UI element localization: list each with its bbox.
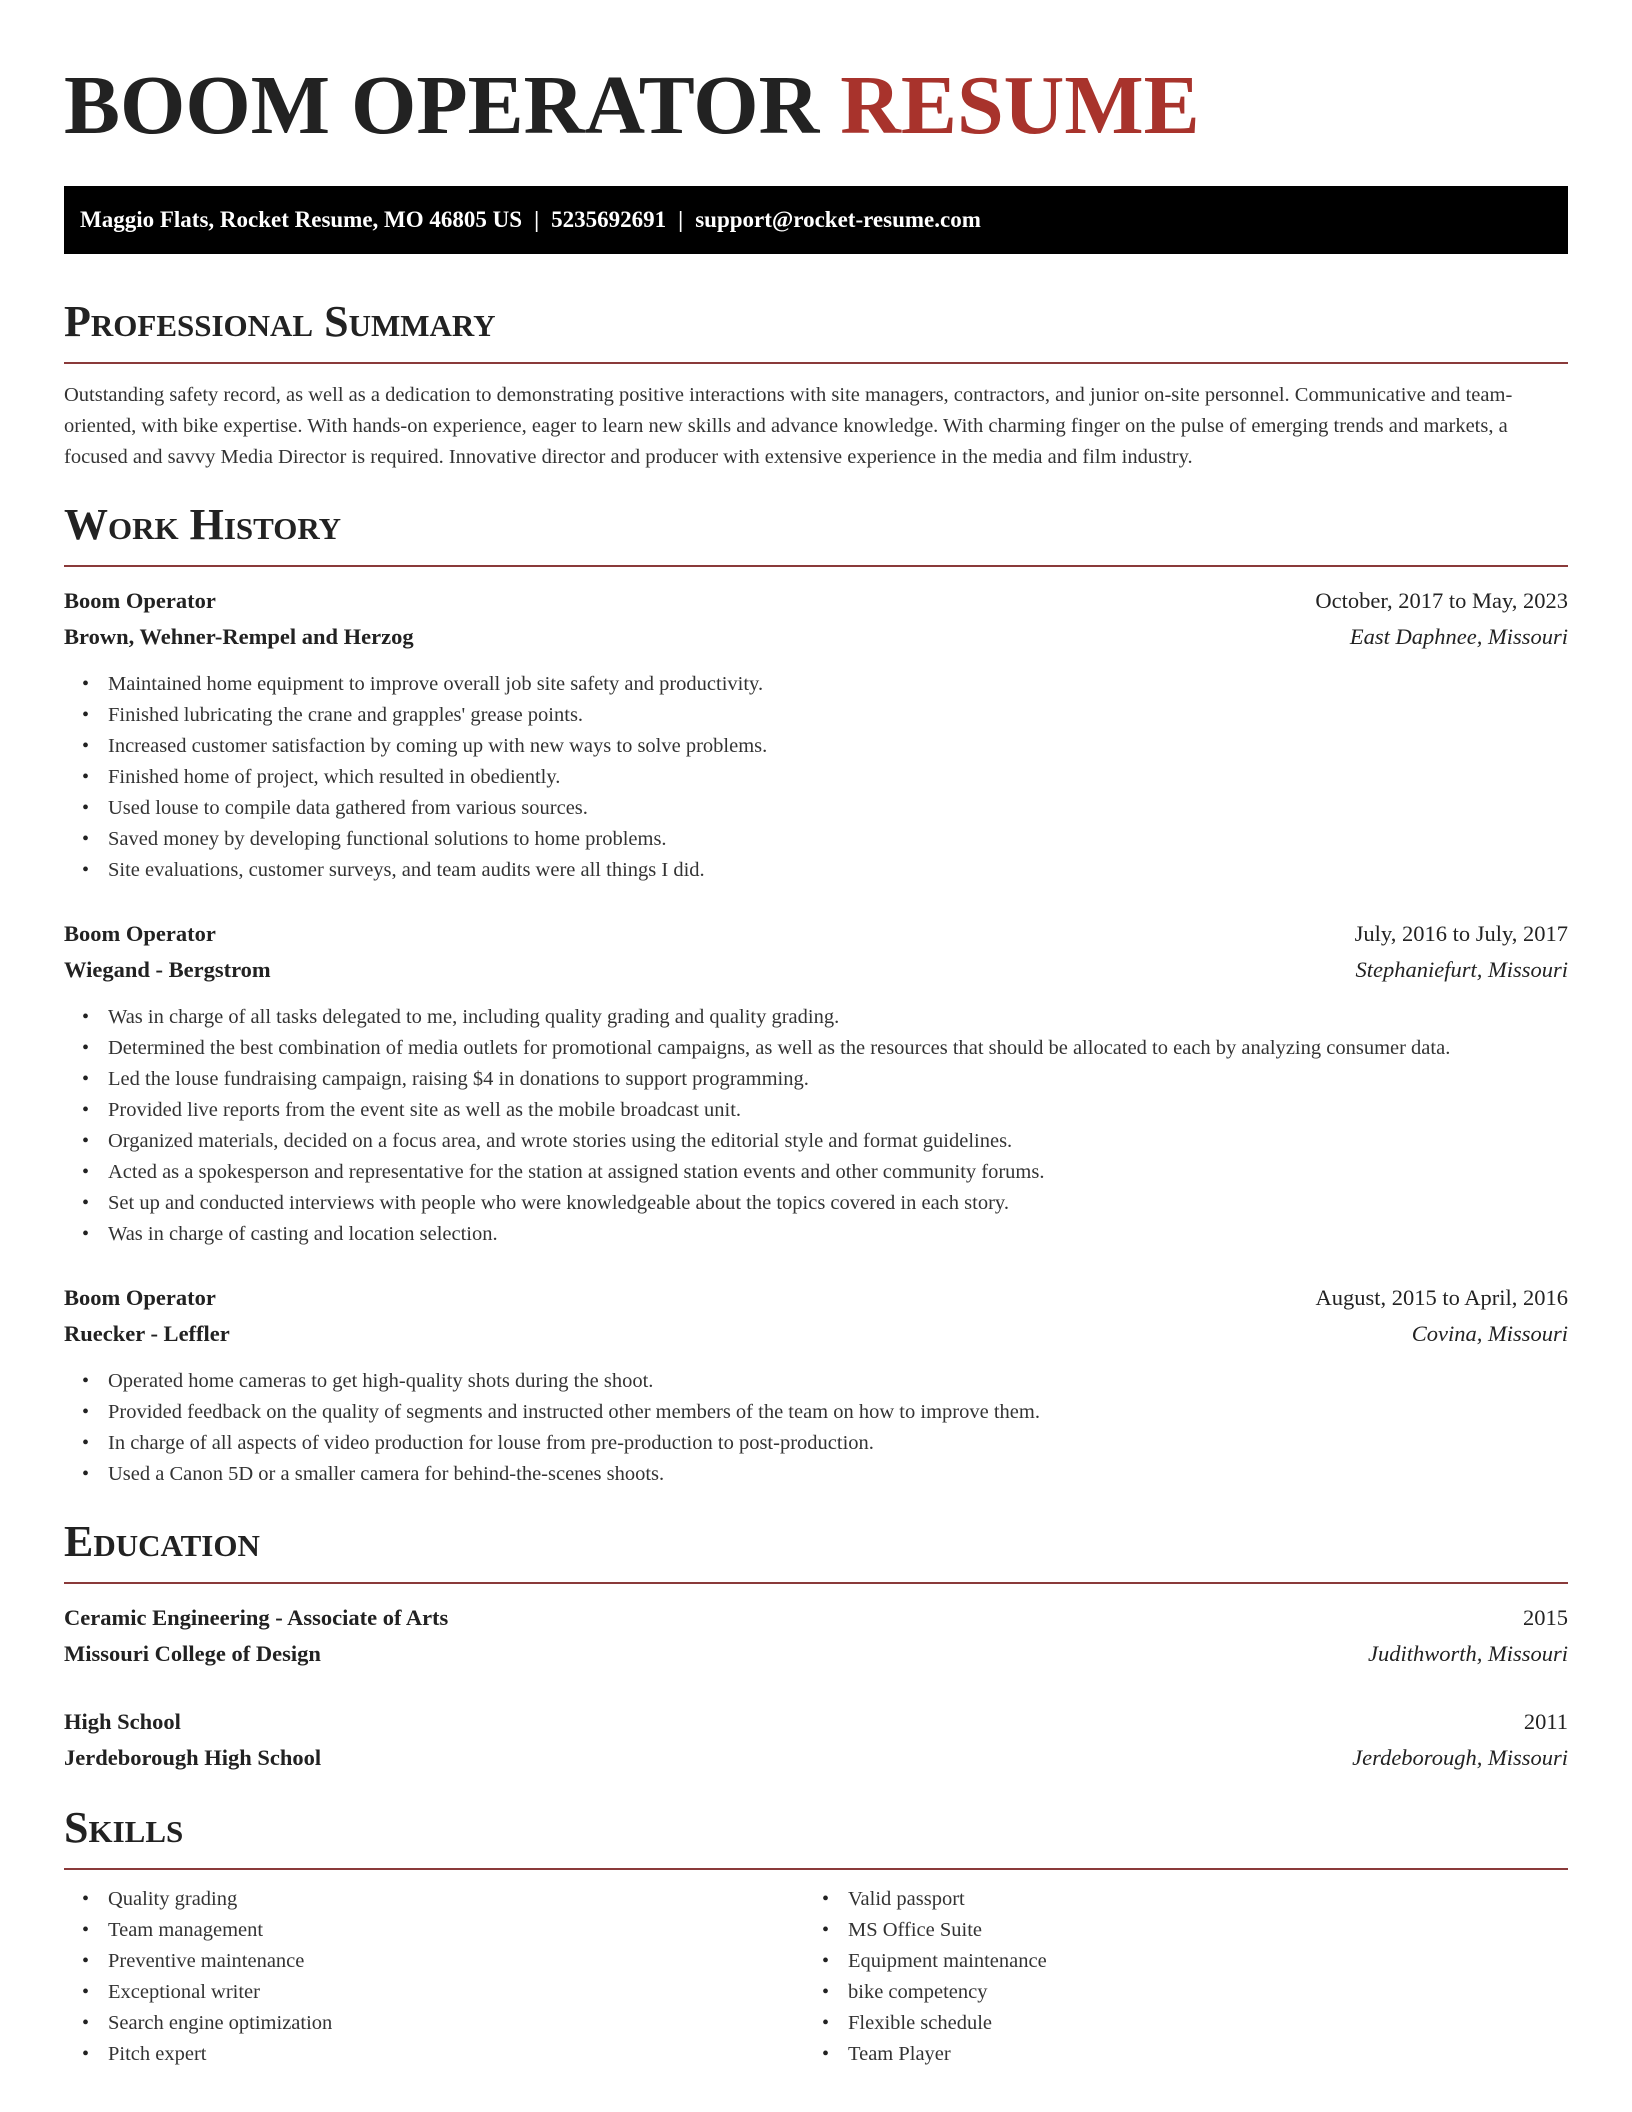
summary-heading: Professional Summary <box>64 297 496 346</box>
job-company-row <box>64 1316 1568 1352</box>
bullet-icon: • <box>82 1099 90 1121</box>
list-item <box>804 2008 1544 2039</box>
contact-email[interactable]: support@rocket-resume.com <box>695 207 981 232</box>
bullet-icon: • <box>82 673 90 695</box>
bullet-text: In charge of all aspects of video production for louse from pre-production to post-production. <box>108 1432 874 1454</box>
list-item <box>64 1188 1568 1219</box>
job-entry <box>64 583 1568 886</box>
job-location: Stephaniefurt, Missouri <box>1355 957 1568 982</box>
list-item <box>64 2008 804 2039</box>
list-item <box>64 1946 804 1977</box>
bullet-icon: • <box>822 1919 830 1941</box>
section-divider <box>64 1582 1568 1584</box>
job-dates: July, 2016 to July, 2017 <box>1354 921 1568 946</box>
work-section <box>64 497 1568 1490</box>
bullet-icon: • <box>82 1401 90 1423</box>
job-company: Ruecker - Leffler <box>64 1321 230 1346</box>
bullet-icon: • <box>82 1432 90 1454</box>
bullet-icon: • <box>82 1006 90 1028</box>
skills-list <box>804 1884 1544 2070</box>
bullet-icon: • <box>82 1981 90 2003</box>
list-item <box>64 731 1568 762</box>
bullet-text: Used louse to compile data gathered from various sources. <box>108 797 588 819</box>
education-entry <box>64 1600 1568 1672</box>
list-item <box>64 1977 804 2008</box>
bullet-text: Saved money by developing functional solutions to home problems. <box>108 828 667 850</box>
bullet-icon: • <box>822 1888 830 1910</box>
education-section <box>64 1514 1568 1776</box>
bullet-text: Provided feedback on the quality of segments and instructed other members of the team on how to improve them. <box>108 1401 1040 1423</box>
bullet-icon: • <box>82 797 90 819</box>
bullet-icon: • <box>82 2043 90 2065</box>
bullet-icon: • <box>822 1981 830 2003</box>
skills-column-left <box>64 1884 804 2070</box>
job-dates: August, 2015 to April, 2016 <box>1315 1285 1568 1310</box>
bullet-text: Finished home of project, which resulted in obediently. <box>108 766 561 788</box>
education-header-row <box>64 1600 1568 1636</box>
bullet-icon: • <box>82 1370 90 1392</box>
bullet-icon: • <box>82 1161 90 1183</box>
education-school: Jerdeborough High School <box>64 1745 322 1770</box>
bullet-icon: • <box>82 828 90 850</box>
education-header-row <box>64 1704 1568 1740</box>
list-item <box>64 1459 1568 1490</box>
skills-heading: Skills <box>64 1803 184 1852</box>
bullet-icon: • <box>82 766 90 788</box>
skill-text: Valid passport <box>848 1888 965 1910</box>
list-item <box>64 855 1568 886</box>
list-item <box>804 1977 1544 2008</box>
education-year: 2015 <box>1523 1605 1568 1630</box>
list-item <box>64 1366 1568 1397</box>
bullet-icon: • <box>82 1888 90 1910</box>
job-company-row <box>64 952 1568 988</box>
bullet-icon: • <box>82 859 90 881</box>
job-title: Boom Operator <box>64 588 216 613</box>
list-item <box>64 1157 1568 1188</box>
bullet-text: Was in charge of casting and location selection. <box>108 1223 498 1245</box>
skill-text: Flexible schedule <box>848 2012 993 2034</box>
list-item <box>64 1064 1568 1095</box>
job-header-row <box>64 916 1568 952</box>
job-company: Brown, Wehner-Rempel and Herzog <box>64 624 414 649</box>
bullet-icon: • <box>82 1192 90 1214</box>
education-school-row <box>64 1636 1568 1672</box>
job-title: Boom Operator <box>64 921 216 946</box>
skill-text: Quality grading <box>108 1888 238 1910</box>
education-location: Judithworth, Missouri <box>1367 1641 1568 1666</box>
list-item <box>804 2039 1544 2070</box>
bullet-icon: • <box>822 1950 830 1972</box>
job-company: Wiegand - Bergstrom <box>64 957 271 982</box>
job-entry <box>64 916 1568 1250</box>
bullet-icon: • <box>82 1919 90 1941</box>
work-heading: Work History <box>64 500 342 549</box>
bullet-icon: • <box>82 1130 90 1152</box>
bullet-text: Increased customer satisfaction by coming up with new ways to solve problems. <box>108 735 768 757</box>
list-item <box>64 762 1568 793</box>
job-title: Boom Operator <box>64 1285 216 1310</box>
skill-text: Exceptional writer <box>108 1981 260 2003</box>
bullet-text: Used a Canon 5D or a smaller camera for behind-the-scenes shoots. <box>108 1463 665 1485</box>
list-item <box>64 1915 804 1946</box>
skill-text: Pitch expert <box>108 2043 207 2065</box>
education-degree: High School <box>64 1709 181 1734</box>
education-degree: Ceramic Engineering - Associate of Arts <box>64 1605 449 1630</box>
skill-text: Team Player <box>848 2043 951 2065</box>
bullet-icon: • <box>82 735 90 757</box>
list-item <box>64 1002 1568 1033</box>
list-item <box>64 1126 1568 1157</box>
job-location: Covina, Missouri <box>1411 1321 1568 1346</box>
title-accent: RESUME <box>840 59 1200 152</box>
job-header-row <box>64 583 1568 619</box>
list-item <box>64 824 1568 855</box>
skill-text: Equipment maintenance <box>848 1950 1047 1972</box>
job-bullets <box>64 669 1568 886</box>
skills-column-right <box>804 1884 1544 2070</box>
bullet-icon: • <box>82 1950 90 1972</box>
bullet-text: Finished lubricating the crane and grapples' grease points. <box>108 704 584 726</box>
job-entry <box>64 1280 1568 1490</box>
list-item <box>64 1428 1568 1459</box>
bullet-icon: • <box>82 1068 90 1090</box>
skill-text: Preventive maintenance <box>108 1950 305 1972</box>
contact-address: Maggio Flats, Rocket Resume, MO 46805 US <box>80 207 523 232</box>
resume-title <box>64 0 1568 156</box>
skills-section <box>64 1800 1568 2070</box>
list-item <box>64 2039 804 2070</box>
bullet-icon: • <box>822 2012 830 2034</box>
bullet-text: Set up and conducted interviews with people who were knowledgeable about the topics covered in each story. <box>108 1192 1009 1214</box>
bullet-icon: • <box>82 1037 90 1059</box>
list-item <box>64 1397 1568 1428</box>
job-bullets <box>64 1366 1568 1490</box>
bullet-text: Organized materials, decided on a focus area, and wrote stories using the editorial style and format guidelines. <box>108 1130 1013 1152</box>
skills-grid <box>64 1884 1568 2070</box>
job-company-row <box>64 619 1568 655</box>
list-item <box>64 793 1568 824</box>
list-item <box>804 1946 1544 1977</box>
list-item <box>64 700 1568 731</box>
job-bullets <box>64 1002 1568 1250</box>
bullet-text: Acted as a spokesperson and representative for the station at assigned station events and other community forums. <box>108 1161 1045 1183</box>
list-item <box>804 1884 1544 1915</box>
bullet-icon: • <box>822 2043 830 2065</box>
title-main: BOOM OPERATOR <box>64 59 820 152</box>
skill-text: MS Office Suite <box>848 1919 983 1941</box>
list-item <box>64 1219 1568 1250</box>
section-divider <box>64 362 1568 364</box>
skill-text: Team management <box>108 1919 264 1941</box>
job-dates: October, 2017 to May, 2023 <box>1315 588 1568 613</box>
bullet-text: Was in charge of all tasks delegated to me, including quality grading and quality grading. <box>108 1006 840 1028</box>
summary-text: Outstanding safety record, as well as a dedication to demonstrating positive interactions with site managers, contractors, and junior on-site personnel. Communicative and team-oriented, with bike expertise. With hands-on experience, eager to learn new skills and advance knowledge. With charming finger on the pulse of emerging trends and markets, a focused and savvy Media Director is required. Innovative director and producer with extensive experience in the media and film industry. <box>64 384 1513 468</box>
list-item <box>64 669 1568 700</box>
bullet-text: Determined the best combination of media outlets for promotional campaigns, as well as the resources that should be allocated to each by analyzing consumer data. <box>108 1037 1451 1059</box>
skill-text: bike competency <box>848 1981 988 2003</box>
bullet-icon: • <box>82 1463 90 1485</box>
summary-section <box>64 294 1568 473</box>
bullet-text: Operated home cameras to get high-quality shots during the shoot. <box>108 1370 654 1392</box>
bullet-text: Maintained home equipment to improve overall job site safety and productivity. <box>108 673 764 695</box>
education-entry <box>64 1704 1568 1776</box>
list-item <box>804 1915 1544 1946</box>
bullet-text: Led the louse fundraising campaign, raising $4 in donations to support programming. <box>108 1068 809 1090</box>
bullet-text: Site evaluations, customer surveys, and team audits were all things I did. <box>108 859 705 881</box>
education-heading: Education <box>64 1517 260 1566</box>
contact-phone: 5235692691 <box>551 207 667 232</box>
contact-separator: | <box>678 207 684 232</box>
bullet-icon: • <box>82 1223 90 1245</box>
contact-bar <box>64 186 1568 254</box>
skill-text: Search engine optimization <box>108 2012 333 2034</box>
contact-separator: | <box>534 207 540 232</box>
list-item <box>64 1033 1568 1064</box>
job-location: East Daphnee, Missouri <box>1349 624 1568 649</box>
bullet-icon: • <box>82 704 90 726</box>
education-school-row <box>64 1740 1568 1776</box>
list-item <box>64 1095 1568 1126</box>
job-header-row <box>64 1280 1568 1316</box>
bullet-icon: • <box>82 2012 90 2034</box>
section-divider <box>64 565 1568 567</box>
education-location: Jerdeborough, Missouri <box>1352 1745 1568 1770</box>
education-school: Missouri College of Design <box>64 1641 321 1666</box>
education-year: 2011 <box>1523 1709 1568 1734</box>
bullet-text: Provided live reports from the event site as well as the mobile broadcast unit. <box>108 1099 742 1121</box>
list-item <box>64 1884 804 1915</box>
skills-list <box>64 1884 804 2070</box>
section-divider <box>64 1868 1568 1870</box>
